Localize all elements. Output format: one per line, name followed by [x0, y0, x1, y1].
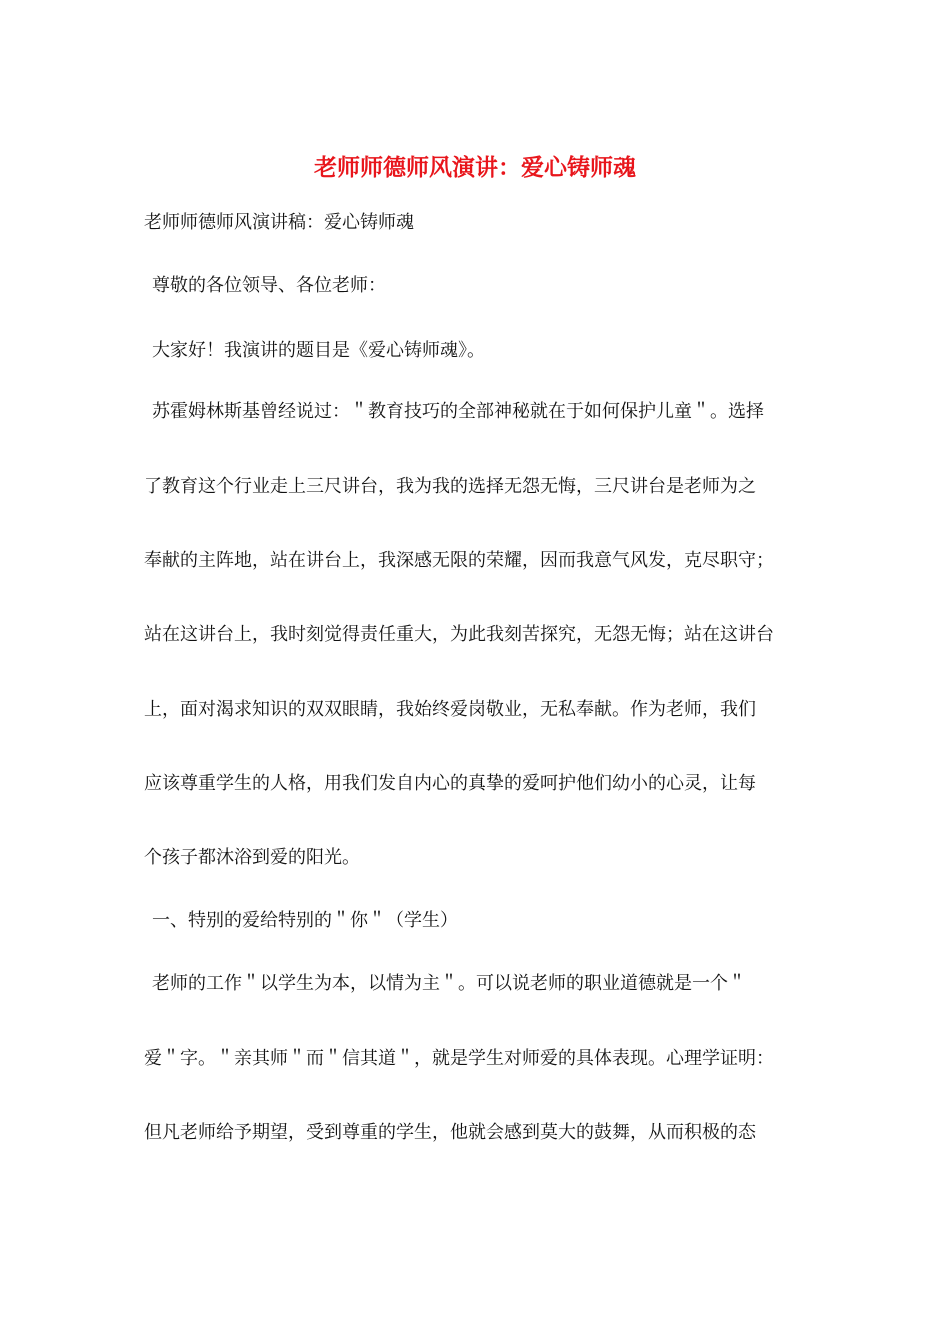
section-heading: 一、特别的爱给特别的＂你＂（学生）: [152, 910, 458, 931]
paragraph-line: 上，面对渴求知识的双双眼睛，我始终爱岗敬业，无私奉献。作为老师，我们: [144, 699, 756, 720]
paragraph-line: 老师的工作＂以学生为本，以情为主＂。可以说老师的职业道德就是一个＂: [152, 973, 746, 994]
paragraph-line: 爱＂字。＂亲其师＂而＂信其道＂，就是学生对师爱的具体表现。心理学证明：: [144, 1048, 774, 1069]
document-title: 老师师德师风演讲：爱心铸师魂: [314, 155, 636, 181]
paragraph-line: 站在这讲台上，我时刻觉得责任重大，为此我刻苦探究，无怨无悔；站在这讲台: [144, 624, 774, 645]
paragraph-line: 苏霍姆林斯基曾经说过：＂教育技巧的全部神秘就在于如何保护儿童＂。选择: [152, 401, 764, 422]
paragraph-line: 应该尊重学生的人格，用我们发自内心的真挚的爱呵护他们幼小的心灵，让每: [144, 773, 756, 794]
paragraph-line: 奉献的主阵地，站在讲台上，我深感无限的荣耀，因而我意气风发，克尽职守；: [144, 550, 774, 571]
paragraph-line: 尊敬的各位领导、各位老师：: [152, 275, 386, 296]
paragraph-line: 个孩子都沐浴到爱的阳光。: [144, 847, 360, 868]
paragraph-line: 了教育这个行业走上三尺讲台，我为我的选择无怨无悔，三尺讲台是老师为之: [144, 476, 756, 497]
paragraph-line: 但凡老师给予期望，受到尊重的学生，他就会感到莫大的鼓舞，从而积极的态: [144, 1122, 756, 1143]
paragraph-line: 大家好！我演讲的题目是《爱心铸师魂》。: [152, 340, 485, 361]
document-subtitle: 老师师德师风演讲稿：爱心铸师魂: [144, 212, 414, 233]
